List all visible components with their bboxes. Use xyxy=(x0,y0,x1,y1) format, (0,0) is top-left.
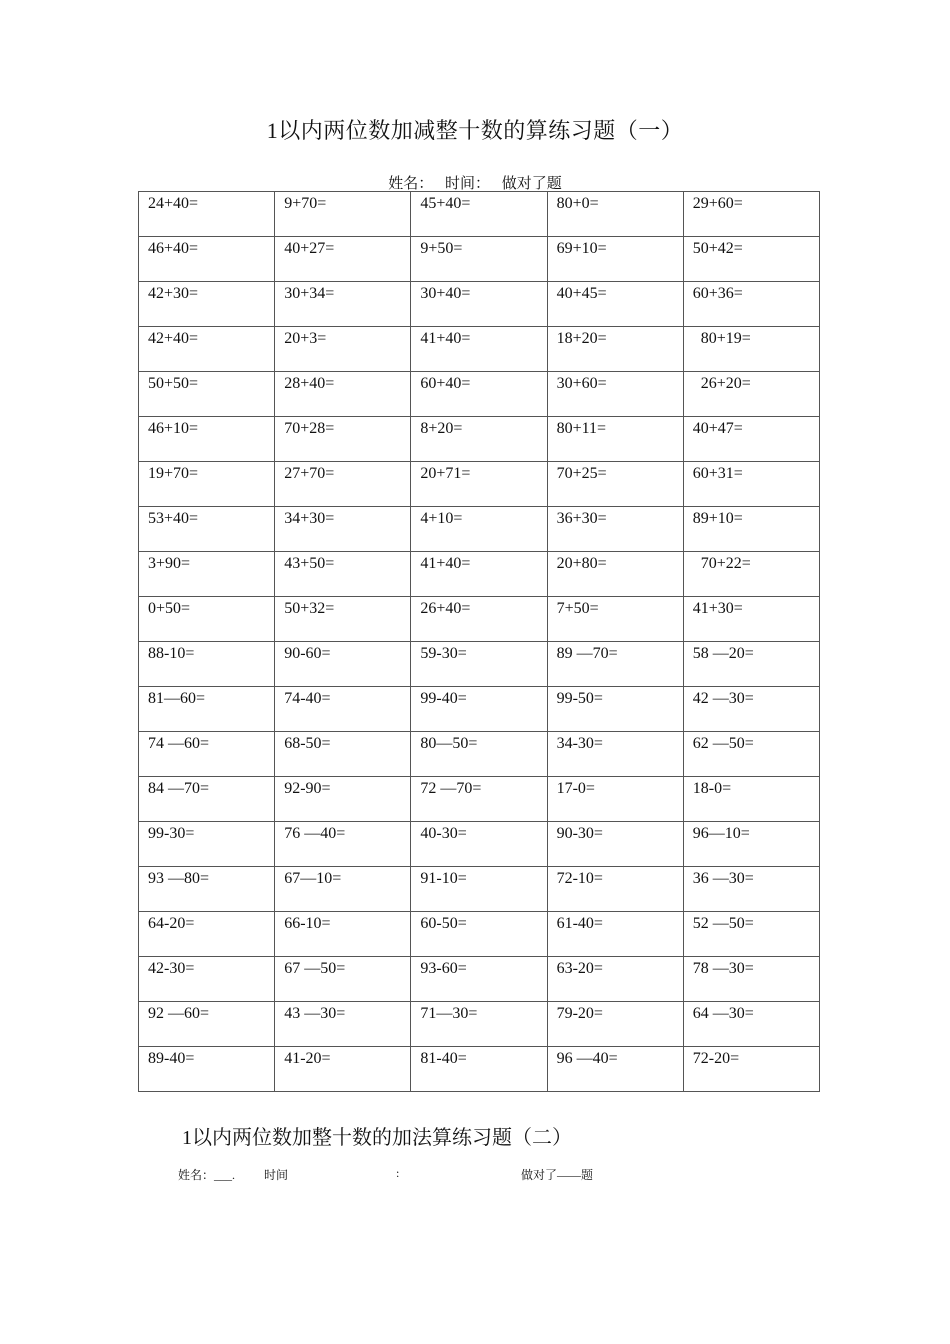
exercise-cell: 9+70= xyxy=(275,192,411,237)
exercise-cell: 59-30= xyxy=(411,642,547,687)
time-label: 时间： xyxy=(444,176,490,192)
table-row xyxy=(139,1002,820,1047)
exercise-cell: 43 —30= xyxy=(275,1002,411,1047)
exercise-cell: 20+80= xyxy=(547,552,683,597)
exercise-cell: 93-60= xyxy=(411,957,547,1002)
exercise-cell: 72 —70= xyxy=(411,777,547,822)
exercise-cell: 63-20= xyxy=(547,957,683,1002)
sheet2-time-label: 时间 xyxy=(264,1168,289,1182)
exercise-cell: 24+40= xyxy=(139,192,275,237)
exercise-cell: 99-30= xyxy=(139,822,275,867)
exercise-cell: 67 —50= xyxy=(275,957,411,1002)
table-row xyxy=(139,192,820,237)
sheet1-title: 1以内两位数加减整十数的算练习题（一） xyxy=(266,118,684,143)
exercise-cell: 64-20= xyxy=(139,912,275,957)
table-row xyxy=(139,1047,820,1092)
exercise-cell: 50+42= xyxy=(683,237,819,282)
exercise-cell: 88-10= xyxy=(139,642,275,687)
exercise-cell: 70+22= xyxy=(683,552,819,597)
table-row xyxy=(139,822,820,867)
table-row xyxy=(139,237,820,282)
exercise-cell: 61-40= xyxy=(547,912,683,957)
exercise-cell: 41+30= xyxy=(683,597,819,642)
exercise-cell: 72-10= xyxy=(547,867,683,912)
table-row xyxy=(139,732,820,777)
exercise-cell: 34+30= xyxy=(275,507,411,552)
sheet2-title: 1以内两位数加整十数的加法算练习题（二） xyxy=(182,1127,572,1149)
exercise-cell: 67—10= xyxy=(275,867,411,912)
exercise-cell: 36 —30= xyxy=(683,867,819,912)
exercise-cell: 92 —60= xyxy=(139,1002,275,1047)
exercise-table-body xyxy=(139,192,820,1092)
table-row xyxy=(139,282,820,327)
exercise-cell: 26+20= xyxy=(683,372,819,417)
exercise-cell: 18+20= xyxy=(547,327,683,372)
correct-count-label: 做对了题 xyxy=(501,176,562,192)
exercise-cell: 99-50= xyxy=(547,687,683,732)
sheet2-info-line xyxy=(178,1166,638,1184)
exercise-cell: 0+50= xyxy=(139,597,275,642)
exercise-cell: 58 —20= xyxy=(683,642,819,687)
exercise-cell: 74 —60= xyxy=(139,732,275,777)
exercise-cell: 50+32= xyxy=(275,597,411,642)
exercise-cell: 60+36= xyxy=(683,282,819,327)
exercise-cell: 70+28= xyxy=(275,417,411,462)
exercise-cell: 43+50= xyxy=(275,552,411,597)
exercise-cell: 69+10= xyxy=(547,237,683,282)
exercise-cell: 20+3= xyxy=(275,327,411,372)
table-row xyxy=(139,372,820,417)
exercise-cell: 93 —80= xyxy=(139,867,275,912)
exercise-cell: 90-60= xyxy=(275,642,411,687)
exercise-cell: 60+40= xyxy=(411,372,547,417)
exercise-cell: 46+10= xyxy=(139,417,275,462)
exercise-cell: 40-30= xyxy=(411,822,547,867)
exercise-cell: 46+40= xyxy=(139,237,275,282)
exercise-cell: 41-20= xyxy=(275,1047,411,1092)
exercise-cell: 62 —50= xyxy=(683,732,819,777)
exercise-table xyxy=(138,191,820,1092)
table-row xyxy=(139,552,820,597)
sheet2-correct-count-label: 做对了——题 xyxy=(521,1168,594,1182)
exercise-cell: 4+10= xyxy=(411,507,547,552)
exercise-cell: 45+40= xyxy=(411,192,547,237)
exercise-cell: 96 —40= xyxy=(547,1047,683,1092)
exercise-cell: 70+25= xyxy=(547,462,683,507)
exercise-cell: 90-30= xyxy=(547,822,683,867)
exercise-cell: 89-40= xyxy=(139,1047,275,1092)
exercise-cell: 80+11= xyxy=(547,417,683,462)
exercise-cell: 42+30= xyxy=(139,282,275,327)
exercise-cell: 80—50= xyxy=(411,732,547,777)
exercise-cell: 66-10= xyxy=(275,912,411,957)
exercise-cell: 91-10= xyxy=(411,867,547,912)
exercise-cell: 41+40= xyxy=(411,327,547,372)
exercise-cell: 60+31= xyxy=(683,462,819,507)
table-row xyxy=(139,687,820,732)
exercise-cell: 40+45= xyxy=(547,282,683,327)
exercise-cell: 7+50= xyxy=(547,597,683,642)
exercise-cell: 79-20= xyxy=(547,1002,683,1047)
table-row xyxy=(139,507,820,552)
exercise-cell: 20+71= xyxy=(411,462,547,507)
exercise-cell: 30+40= xyxy=(411,282,547,327)
exercise-cell: 78 —30= xyxy=(683,957,819,1002)
exercise-cell: 76 —40= xyxy=(275,822,411,867)
exercise-cell: 84 —70= xyxy=(139,777,275,822)
exercise-cell: 72-20= xyxy=(683,1047,819,1092)
table-row xyxy=(139,867,820,912)
exercise-cell: 99-40= xyxy=(411,687,547,732)
exercise-cell: 42-30= xyxy=(139,957,275,1002)
table-row xyxy=(139,597,820,642)
exercise-cell: 80+19= xyxy=(683,327,819,372)
exercise-cell: 42 —30= xyxy=(683,687,819,732)
exercise-cell: 80+0= xyxy=(547,192,683,237)
exercise-cell: 36+30= xyxy=(547,507,683,552)
exercise-cell: 8+20= xyxy=(411,417,547,462)
name-label: 姓名： xyxy=(388,176,434,192)
sheet1-info-line xyxy=(0,172,950,193)
table-row xyxy=(139,957,820,1002)
exercise-cell: 50+50= xyxy=(139,372,275,417)
exercise-cell: 41+40= xyxy=(411,552,547,597)
exercise-cell: 96—10= xyxy=(683,822,819,867)
exercise-cell: 27+70= xyxy=(275,462,411,507)
exercise-cell: 64 —30= xyxy=(683,1002,819,1047)
exercise-cell: 81—60= xyxy=(139,687,275,732)
exercise-cell: 42+40= xyxy=(139,327,275,372)
exercise-cell: 28+40= xyxy=(275,372,411,417)
table-row xyxy=(139,642,820,687)
exercise-cell: 53+40= xyxy=(139,507,275,552)
exercise-cell: 71—30= xyxy=(411,1002,547,1047)
exercise-cell: 89 —70= xyxy=(547,642,683,687)
sheet2-name-label: 姓名：___. xyxy=(178,1168,236,1182)
exercise-cell: 52 —50= xyxy=(683,912,819,957)
exercise-cell: 30+34= xyxy=(275,282,411,327)
sheet2-colon: : xyxy=(396,1166,400,1180)
exercise-cell: 40+47= xyxy=(683,417,819,462)
exercise-cell: 60-50= xyxy=(411,912,547,957)
exercise-cell: 68-50= xyxy=(275,732,411,777)
exercise-cell: 19+70= xyxy=(139,462,275,507)
exercise-cell: 17-0= xyxy=(547,777,683,822)
exercise-cell: 3+90= xyxy=(139,552,275,597)
exercise-cell: 89+10= xyxy=(683,507,819,552)
exercise-cell: 9+50= xyxy=(411,237,547,282)
exercise-cell: 81-40= xyxy=(411,1047,547,1092)
exercise-cell: 18-0= xyxy=(683,777,819,822)
exercise-cell: 29+60= xyxy=(683,192,819,237)
exercise-cell: 34-30= xyxy=(547,732,683,777)
table-row xyxy=(139,777,820,822)
exercise-cell: 26+40= xyxy=(411,597,547,642)
exercise-cell: 92-90= xyxy=(275,777,411,822)
table-row xyxy=(139,327,820,372)
table-row xyxy=(139,417,820,462)
exercise-cell: 74-40= xyxy=(275,687,411,732)
table-row xyxy=(139,462,820,507)
exercise-cell: 30+60= xyxy=(547,372,683,417)
table-row xyxy=(139,912,820,957)
exercise-cell: 40+27= xyxy=(275,237,411,282)
